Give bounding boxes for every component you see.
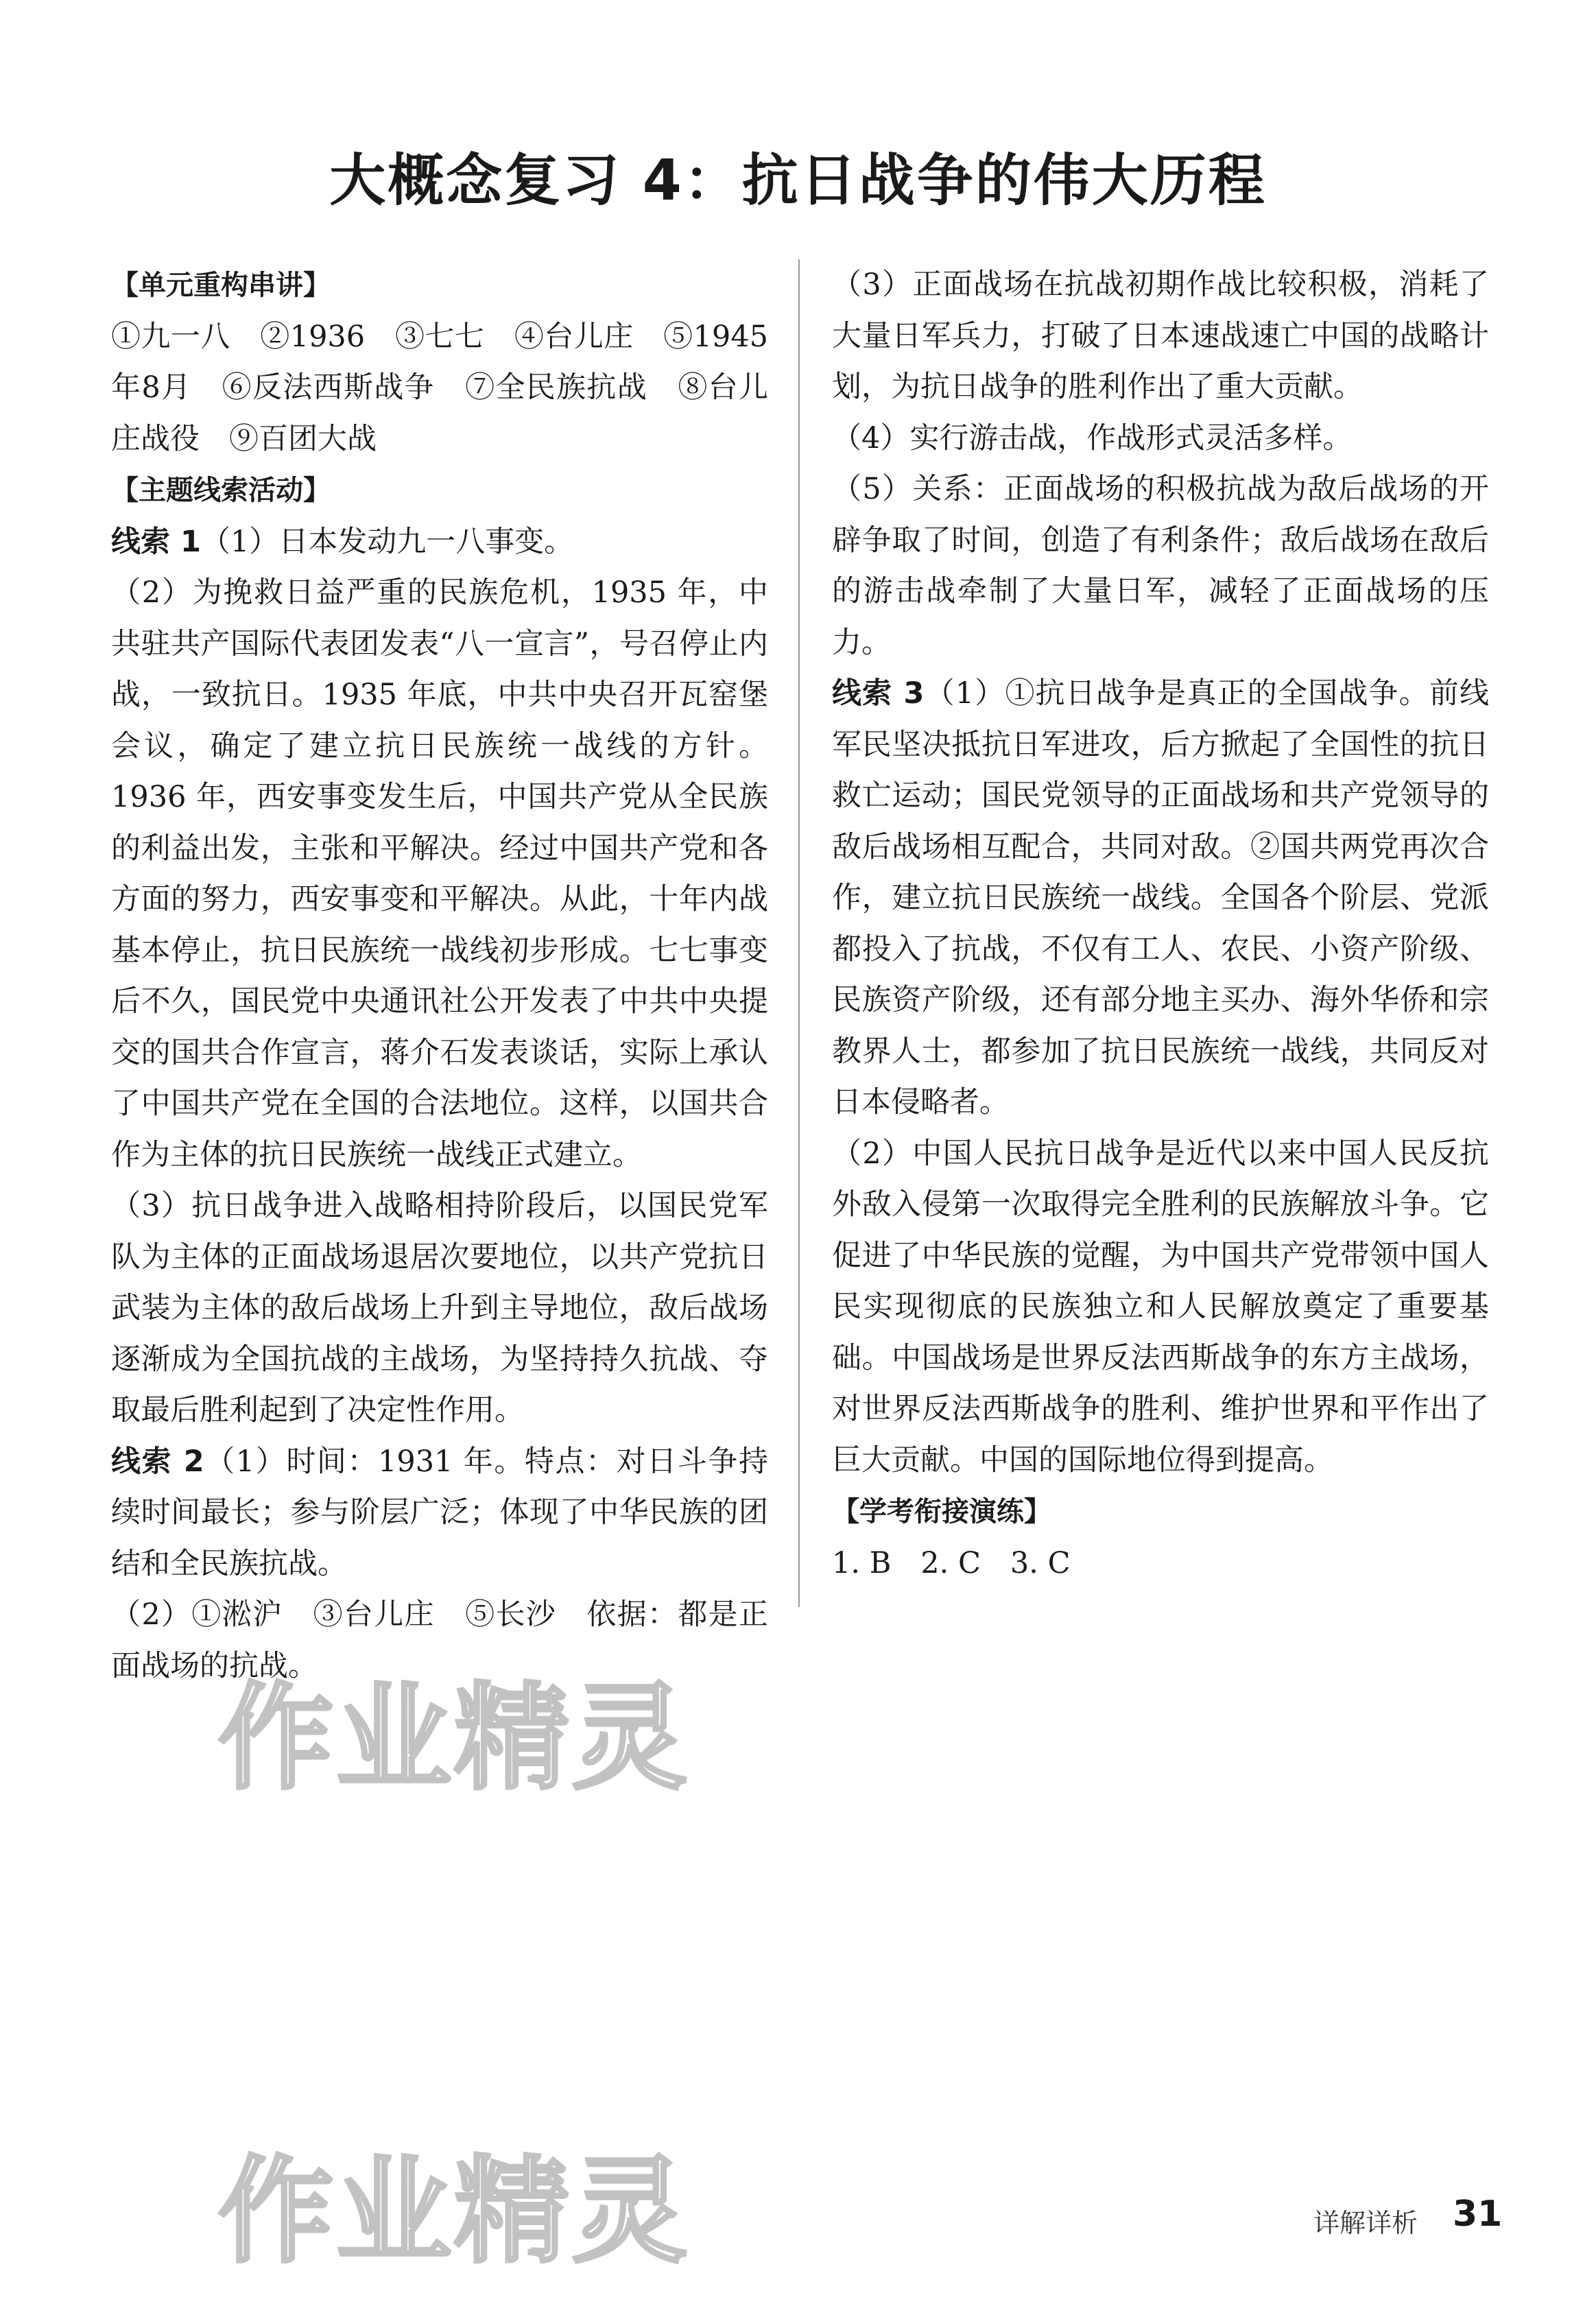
page-title: 大概念复习 4：抗日战争的伟大历程 [329,148,1267,213]
clue2-item1: （1）时间：1931 年。特点：对日斗争持续时间最长；参与阶层广泛；体现了中华民族的团结和全民族抗战。 [111,1444,768,1581]
clue3-item2: （2）中国人民抗日战争是近代以来中国人民反抗外敌入侵第一次取得完全胜利的民族解放斗争。它促进了中华民族的觉醒，为中国共产党带领中国人民实现彻底的民族独立和人民解放奠定了重要基础。中国战场是世界反法西斯战争的东方主战场，对世界反法西斯战争的胜利、维护世界和平作出了巨大贡献。中国的国际地位得到提高。 [832,1136,1489,1477]
unit-answers: ①九一八 ②1936 ③七七 ④台儿庄 ⑤1945年8月 ⑥反法西斯战争 ⑦全民族抗战 ⑧台儿庄战役 ⑨百团大战 [111,319,768,456]
footer-label: 详解详析 [1313,2208,1418,2238]
clue3-paragraph-1 [832,668,1489,1128]
section-heading-unit [111,259,768,311]
column-divider [798,259,800,1607]
page-number: 31 [1453,2194,1503,2235]
activity-heading: 【主题线索活动】 [111,475,331,506]
exam-heading: 【学考衔接演练】 [832,1496,1051,1528]
clue1-item3: （3）抗日战争进入战略相持阶段后，以国民党军队为主体的正面战场退居次要地位，以共产党抗日武装为主体的敌后战场上升到主导地位，敌后战场逐渐成为全国抗战的主战场，为坚持持久抗战、夺取最后胜利起到了决定性作用。 [111,1189,768,1427]
clue2-paragraph-1 [111,1436,768,1590]
clue2-item3: （3）正面战场在抗战初期作战比较积极，消耗了大量日军兵力，打破了日本速战速亡中国的战略计划，为抗日战争的胜利作出了重大贡献。 [832,268,1489,404]
unit-heading: 【单元重构串讲】 [111,270,331,301]
clue2-label: 线索 2 [111,1444,204,1479]
left-column [111,259,768,1691]
clue2-item2: （2）①淞沪 ③台儿庄 ⑤长沙 依据：都是正面战场的抗战。 [111,1597,768,1683]
clue1-item2: （2）为挽救日益严重的民族危机，1935 年，中共驻共产国际代表团发表“八一宣言”，号召停止内战，一致抗日。1935 年底，中共中央召开瓦窑堡会议，确定了建立抗日民族统一战线的方针。1936 年，西安事变发生后，中国共产党从全民族的利益出发，主张和平解决。经过中国共产党和各方面的努力，西安事变和平解决。从此，十年内战基本停止，抗日民族统一战线初步形成。七七事变后不久，国民党中央通讯社公开发表了中共中央提交的国共合作宣言，蒋介石发表谈话，实际上承认了中国共产党在全国的合法地位。这样，以国共合作为主体的抗日民族统一战线正式建立。 [111,575,768,1172]
section-heading-exam [832,1486,1489,1538]
clue1-label: 线索 1 [111,524,201,559]
clue2-item5: （5）关系：正面战场的积极抗战为敌后战场的开辟争取了时间，创造了有利条件；敌后战场在敌后的游击战牵制了大量日军，减轻了正面战场的压力。 [832,472,1489,660]
right-column [832,259,1489,1589]
clue2-item4: （4）实行游击战，作战形式灵活多样。 [832,420,1353,455]
watermark-text: 作业精灵 [218,1671,690,1805]
clue3-item1: （1）①抗日战争是真正的全国战争。前线军民坚决抵抗日军进攻，后方掀起了全国性的抗日救亡运动；国民党领导的正面战场和共产党领导的敌后战场相互配合，共同对敌。②国共两党再次合作，建立抗日民族统一战线。全国各个阶层、党派都投入了抗战，不仅有工人、农民、小资产阶级、民族资产阶级，还有部分地主买办、海外华侨和宗教界人士，都参加了抗日民族统一战线，共同反对日本侵略者。 [832,676,1490,1119]
clue1-item1: （1）日本发动九一八事变。 [200,524,574,559]
clue3-label: 线索 3 [832,676,925,711]
watermark-text: 作业精灵 [218,2144,690,2279]
exam-answers: 1. B 2. C 3. C [832,1545,1071,1580]
clue1-paragraph-1 [111,516,768,568]
section-heading-activity [111,464,768,516]
